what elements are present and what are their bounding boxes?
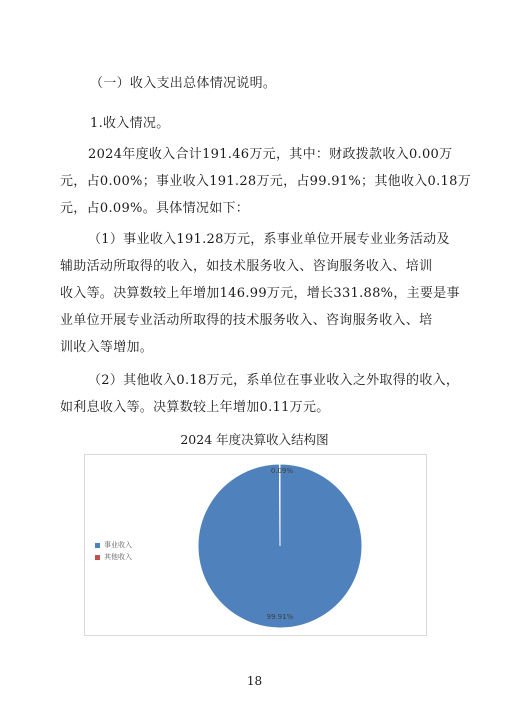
legend-swatch: [95, 555, 100, 560]
item1-paragraph: [60, 226, 460, 361]
chart-title: 2024 年度决算收入结构图: [180, 432, 329, 447]
item1-line: 业单位开展专业活动所取得的技术服务收入、咨询服务收入、培: [60, 313, 433, 328]
pie-chart-svg: [85, 455, 426, 635]
item1-line: 辅助活动所取得的收入，如技术服务收入、咨询服务收入、培训: [60, 259, 433, 274]
item1-line: 训收入等增加。: [60, 340, 154, 355]
item2-line: （2）其他收入0.18万元，系单位在事业收入之外取得的收入，: [88, 373, 460, 388]
section-heading: （一）收入支出总体情况说明。: [90, 76, 277, 91]
item1-line: 收入等。决算数较上年增加146.99万元，增长331.88%，主要是事: [60, 286, 460, 301]
legend-item: [95, 539, 132, 551]
item2-line: 如利息收入等。决算数较上年增加0.11万元。: [60, 400, 330, 415]
page-number: 18: [246, 674, 263, 688]
summary-line: 2024年度收入合计191.46万元，其中：财政拨款收入0.00万: [88, 147, 453, 162]
chart-legend: [95, 539, 132, 563]
item1-line: （1）事业收入191.28万元，系事业单位开展专业业务活动及: [88, 232, 450, 247]
legend-label: 事业收入: [104, 541, 132, 549]
summary-paragraph: [60, 141, 471, 222]
item2-paragraph: [60, 367, 460, 421]
pie-chart: [84, 454, 427, 636]
sub-heading: 1.收入情况。: [90, 116, 170, 131]
legend-label: 其他收入: [104, 553, 132, 561]
pie-data-label-1: 99.91%: [266, 613, 294, 621]
pie-data-label-2: 0.09%: [270, 467, 294, 475]
legend-swatch: [95, 543, 100, 548]
summary-line: 元，占0.09%。具体情况如下：: [60, 201, 250, 216]
summary-line: 元，占0.00%；事业收入191.28万元，占99.91%；其他收入0.18万: [60, 174, 471, 189]
legend-item: [95, 551, 132, 563]
